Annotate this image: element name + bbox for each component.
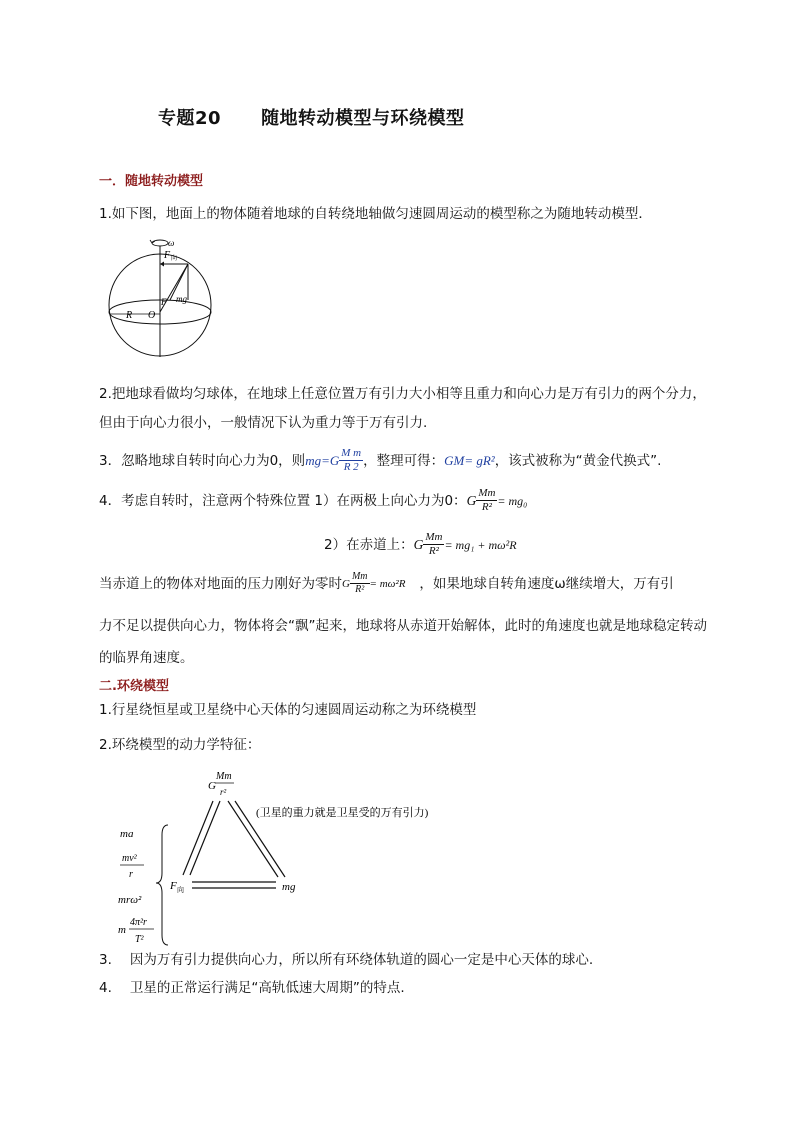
page-title: [158, 104, 465, 130]
p4b-fraction: [423, 532, 444, 557]
paragraph-q1: 1.行星绕恒星或卫星绕中心天体的匀速圆周运动称之为环绕模型: [99, 702, 477, 718]
globe-omega-label: ω: [168, 238, 175, 248]
globe-o-label: O: [148, 310, 156, 321]
p3-post: ，该式被称为“黄金代换式”.: [494, 452, 662, 469]
tri-list-r: r: [129, 869, 133, 880]
p3-mid: ，整理可得：: [363, 452, 445, 469]
p4b-den: R²: [428, 545, 439, 557]
paragraph-2b: 但由于向心力很小，一般情况下认为重力等于万有引力.: [99, 415, 428, 431]
globe-f-label: F: [161, 297, 167, 307]
p4-rhs: = mg₀: [497, 493, 528, 508]
p5a-rhs: = mω²R: [369, 577, 406, 590]
orbit-force-triangle: [110, 765, 470, 950]
section-heading-2: 二.环绕模型: [99, 679, 169, 694]
p4-fraction: [476, 488, 497, 513]
p4-num: Mm: [478, 487, 496, 499]
paragraph-5b: 力不足以提供向心力，物体将会“飘”起来，地球将从赤道开始解体，此时的角速度也就是地球稳定转动: [99, 618, 707, 634]
tri-f-label: F: [170, 880, 177, 892]
p4-pre: 4．考虑自转时，注意两个特殊位置 1）在两极上向心力为0：: [99, 492, 467, 509]
tri-list-t2: T²: [135, 934, 144, 945]
p4b-g: G: [413, 536, 424, 552]
p4b-pre: 2）在赤道上：: [324, 536, 414, 553]
tri-list-ma: ma: [120, 828, 134, 840]
globe-fxiang-sub: 向: [171, 256, 178, 262]
p3-eq: GM= gR²: [444, 452, 495, 468]
tri-note: (卫星的重力就是卫星受的万有引力): [256, 807, 429, 819]
paragraph-5a: [99, 572, 674, 595]
p5a-fraction: [350, 572, 370, 595]
p5a-num: Mm: [351, 571, 368, 582]
tri-list-mv2: mv²: [122, 853, 137, 864]
q4-text: 卫星的正常运行满足“高轨低速大周期”的特点.: [129, 980, 405, 996]
p3-num: M m: [341, 447, 362, 459]
tri-top-den: r²: [220, 787, 227, 797]
paragraph-q2: 2.环绕模型的动力学特征：: [99, 737, 261, 753]
globe-figure: [100, 234, 220, 360]
p4-g: G: [466, 492, 477, 508]
p3-fraction: [339, 448, 363, 473]
q3-num: 3.: [99, 952, 112, 968]
globe-mg-label: mg: [176, 294, 187, 304]
title-text: 随地转动模型与环绕模型: [261, 108, 465, 129]
tri-f-sub: 向: [177, 886, 184, 894]
paragraph-1: 1.如下图，地面上的物体随着地球的自转绕地轴做匀速圆周运动的模型称之为随地转动模型．: [99, 206, 652, 222]
tri-top-g: G: [208, 780, 216, 792]
q4-num: 4.: [99, 980, 112, 996]
paragraph-4: [99, 488, 527, 513]
p5a-den: R²: [355, 584, 365, 595]
globe-fxiang-label: F: [164, 250, 171, 261]
title-number: 专题20: [158, 108, 222, 129]
paragraph-q4: [99, 978, 405, 998]
tri-list-m: m: [118, 924, 126, 936]
tri-top-num: Mm: [216, 771, 232, 782]
p5a-post: ，如果地球自转角速度ω继续增大，万有引: [419, 575, 674, 592]
p3-lhs: mg=G: [305, 452, 340, 468]
tri-list-mrw2: mrω²: [118, 894, 142, 906]
p3-pre: 3．忽略地球自转时向心力为0，则: [99, 452, 306, 469]
tri-list-4pi2r: 4π²r: [130, 917, 147, 928]
p5a-g: G: [342, 577, 350, 590]
paragraph-5c: 的临界角速度。: [99, 650, 194, 666]
section-heading-1: 一．随地转动模型: [99, 174, 204, 189]
paragraph-4b: [324, 532, 517, 557]
q3-text: 因为万有引力提供向心力，所以所有环绕体轨道的圆心一定是中心天体的球心.: [129, 952, 594, 968]
paragraph-2a: 2.把地球看做均匀球体，在地球上任意位置万有引力大小相等且重力和向心力是万有引力的两个分力，: [99, 386, 706, 402]
paragraph-q3: [99, 950, 593, 970]
tri-mg-label: mg: [282, 881, 296, 893]
paragraph-3: [99, 448, 661, 473]
p5a-pre: 当赤道上的物体对地面的压力刚好为零时: [99, 575, 342, 592]
p4b-rhs: = mg₁ + mω²R: [444, 537, 517, 552]
p3-den: R 2: [343, 461, 359, 473]
globe-r-label: R: [126, 310, 133, 321]
p4b-num: Mm: [425, 531, 443, 543]
p4-den: R²: [481, 501, 492, 513]
